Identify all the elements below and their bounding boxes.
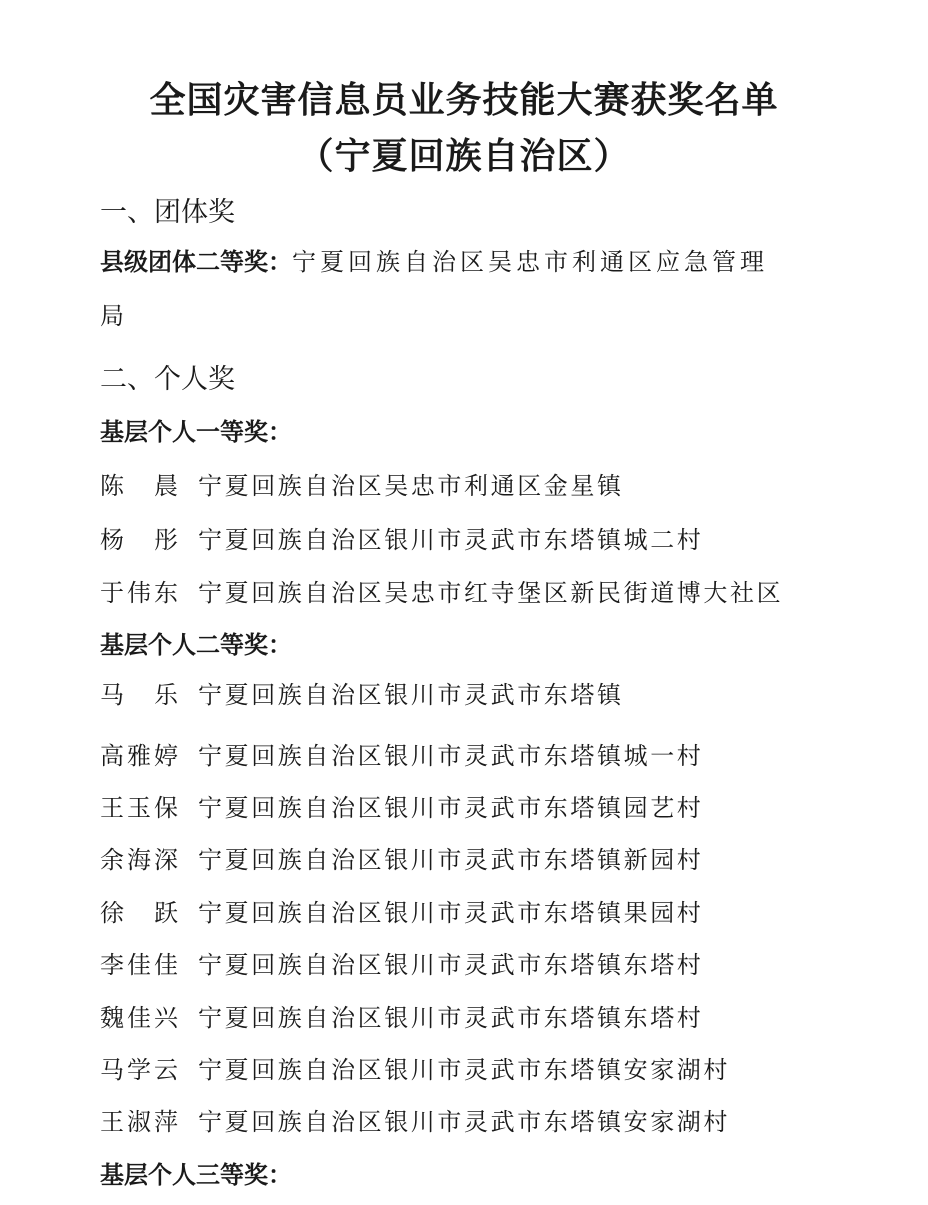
team-award-value: 宁夏回族自治区吴忠市利通区应急管理 — [292, 248, 768, 276]
list-item — [100, 520, 703, 555]
winner-name: 李佳佳 — [100, 951, 181, 979]
first-prize-label: 基层个人一等奖： — [100, 418, 292, 446]
list-item — [100, 840, 703, 875]
winner-org: 宁夏回族自治区吴忠市红寺堡区新民街道博大社区 — [198, 579, 784, 607]
list-item — [100, 736, 703, 771]
section-heading-individual: 二、个人奖 — [100, 364, 235, 395]
list-item — [100, 675, 624, 710]
list-item — [100, 1102, 730, 1137]
winner-name: 高雅婷 — [100, 742, 181, 770]
winner-name: 于伟东 — [100, 579, 181, 607]
winner-name: 魏佳兴 — [100, 1004, 181, 1032]
team-award-category: 县级团体二等奖： — [100, 248, 292, 276]
winner-name: 陈 晨 — [100, 472, 181, 500]
winner-org: 宁夏回族自治区银川市灵武市东塔镇果园村 — [198, 899, 704, 927]
winner-name: 王玉保 — [100, 794, 181, 822]
winner-org: 宁夏回族自治区银川市灵武市东塔镇园艺村 — [198, 794, 704, 822]
team-award-line — [100, 242, 768, 277]
section-heading-team: 一、团体奖 — [100, 197, 235, 228]
list-item — [100, 998, 703, 1033]
winner-name: 徐 跃 — [100, 899, 181, 927]
winner-name: 余海深 — [100, 846, 181, 874]
winner-name: 王淑萍 — [100, 1108, 181, 1136]
team-award-value-tail: 局 — [100, 302, 124, 330]
list-item — [100, 1050, 730, 1085]
list-item — [100, 573, 783, 608]
winner-org: 宁夏回族自治区银川市灵武市东塔镇新园村 — [198, 846, 704, 874]
winner-name: 杨 彤 — [100, 526, 181, 554]
list-item — [100, 945, 703, 980]
winner-org: 宁夏回族自治区银川市灵武市东塔镇城一村 — [198, 742, 704, 770]
list-item — [100, 466, 624, 501]
winner-org: 宁夏回族自治区银川市灵武市东塔镇东塔村 — [198, 951, 704, 979]
document-subtitle: （宁夏回族自治区） — [297, 136, 631, 177]
winner-name: 马 乐 — [100, 681, 181, 709]
winner-org: 宁夏回族自治区吴忠市利通区金星镇 — [198, 472, 624, 500]
list-item — [100, 788, 703, 823]
third-prize-label: 基层个人三等奖： — [100, 1161, 292, 1189]
list-item — [100, 893, 703, 928]
second-prize-label: 基层个人二等奖： — [100, 631, 292, 659]
winner-org: 宁夏回族自治区银川市灵武市东塔镇安家湖村 — [198, 1056, 730, 1084]
winner-org: 宁夏回族自治区银川市灵武市东塔镇东塔村 — [198, 1004, 704, 1032]
winner-name: 马学云 — [100, 1056, 181, 1084]
winner-org: 宁夏回族自治区银川市灵武市东塔镇安家湖村 — [198, 1108, 730, 1136]
winner-org: 宁夏回族自治区银川市灵武市东塔镇 — [198, 681, 624, 709]
winner-org: 宁夏回族自治区银川市灵武市东塔镇城二村 — [198, 526, 704, 554]
document-title: 全国灾害信息员业务技能大赛获奖名单 — [149, 80, 779, 121]
